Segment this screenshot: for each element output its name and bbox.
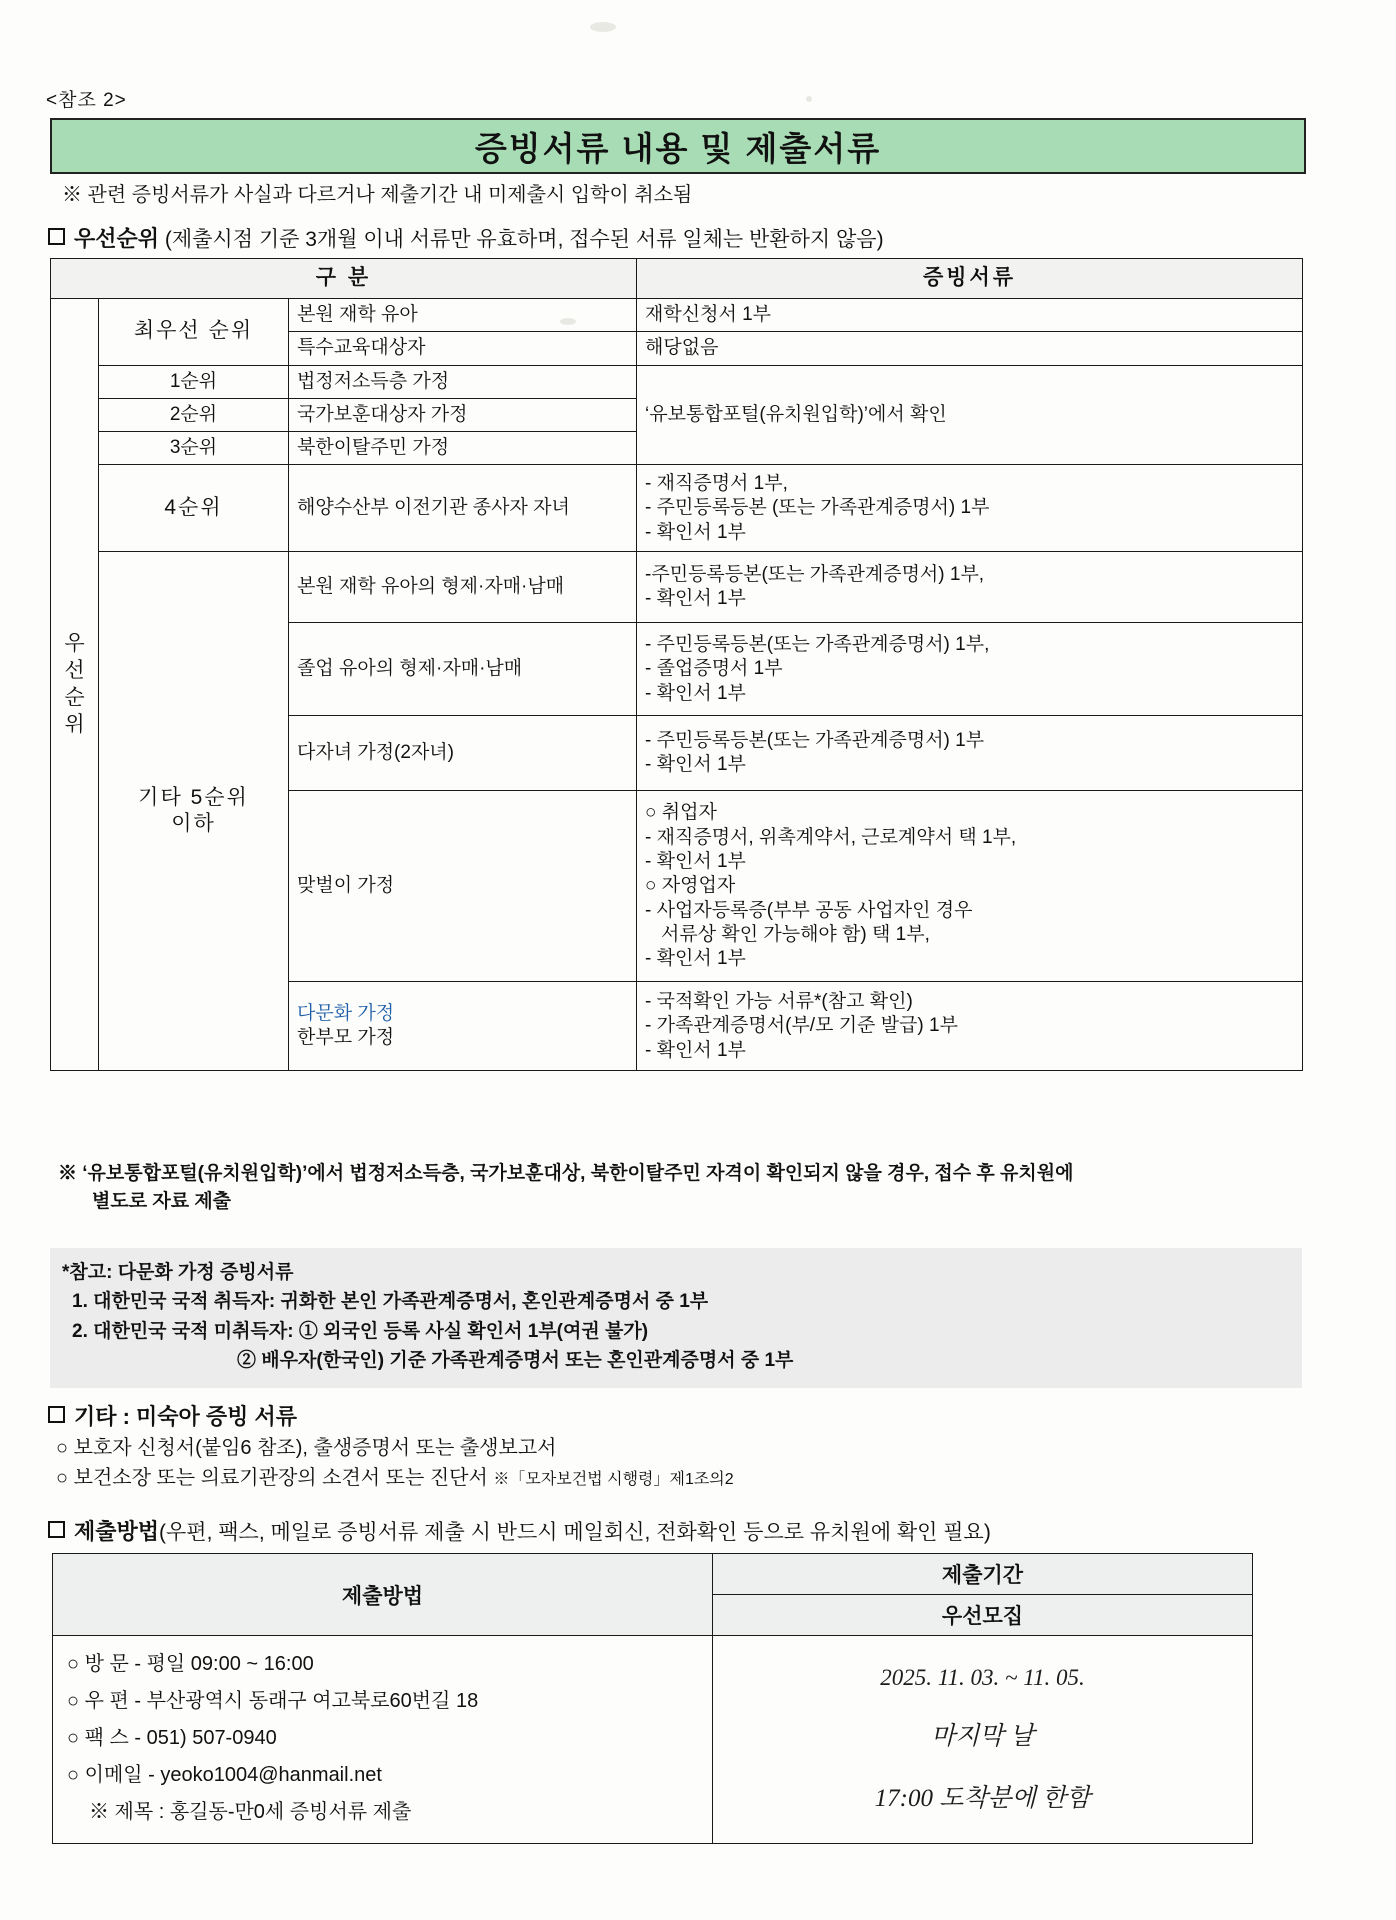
document-line: - 확인서 1부 — [645, 521, 746, 543]
documents-cell: ‘유보통합포털(유치원입학)’에서 확인 — [637, 365, 1303, 465]
period-line-lastday: 마지막 날 — [931, 1723, 1034, 1751]
reference-item-1: 1. 대한민국 국적 취득자: 귀화한 본인 가족관계증명서, 혼인관계증명서 중 1부 — [72, 1291, 709, 1313]
target-label: 북한이탈주민 가정 — [289, 432, 637, 465]
table-row — [51, 365, 1303, 398]
document-line: - 재직증명서 1부, — [645, 472, 788, 494]
rank-label: 기타 5순위 이하 — [99, 552, 289, 1071]
submit-period-cell — [713, 1636, 1253, 1844]
table-header-row — [51, 259, 1303, 299]
document-line: - 주민등록등본(또는 가족관계증명서) 1부, — [645, 633, 990, 655]
document-title-banner — [50, 118, 1306, 174]
other-line-1: ○ 보호자 신청서(붙임6 참조), 출생증명서 또는 출생보고서 — [56, 1437, 557, 1459]
submit-methods-cell — [53, 1636, 713, 1844]
target-label: 국가보훈대상자 가정 — [289, 398, 637, 431]
documents-cell — [637, 552, 1303, 623]
rank-label: 4순위 — [99, 465, 289, 552]
reference-tag: <참조 2> — [46, 90, 127, 111]
period-line-deadline: 17:00 도착분에 한함 — [874, 1784, 1091, 1812]
table-row — [53, 1636, 1253, 1844]
documents-cell — [637, 982, 1303, 1071]
col-header-period: 제출기간 — [713, 1554, 1253, 1595]
document-line: ○ 취업자 — [645, 802, 717, 824]
method-line: ○ 방 문 - 평일 09:00 ~ 16:00 — [67, 1653, 314, 1675]
target-label: 다자녀 가정(2자녀) — [289, 716, 637, 791]
submit-section-heading — [48, 1515, 991, 1546]
other-documents-section — [48, 1400, 734, 1493]
target-label: 맞벌이 가정 — [289, 791, 637, 982]
target-label-multicultural: 다문화 가정 — [297, 1003, 395, 1025]
document-line: 서류상 확인 가능해야 함) 택 1부, — [661, 923, 930, 945]
document-title: 증빙서류 내용 및 제출서류 — [474, 129, 882, 167]
document-line: - 졸업증명서 1부 — [645, 658, 783, 680]
target-label: 해양수산부 이전기관 종사자 자녀 — [289, 465, 637, 552]
col-header-division: 구 분 — [51, 259, 637, 299]
table-header-row — [53, 1554, 1253, 1595]
document-line: - 주민등록등본(또는 가족관계증명서) 1부 — [645, 730, 985, 752]
rank-label: 1순위 — [99, 365, 289, 398]
document-line: - 국적확인 가능 서류*(참고 확인) — [645, 990, 913, 1012]
submit-table — [52, 1553, 1253, 1844]
checkbox-square-icon — [48, 228, 65, 245]
method-line: ○ 이메일 - yeoko1004@hanmail.net — [67, 1764, 382, 1786]
document-line: - 확인서 1부 — [645, 682, 746, 704]
checkbox-square-icon — [48, 1406, 65, 1423]
document-line: - 확인서 1부 — [645, 1039, 746, 1061]
target-label: 졸업 유아의 형제·자매·남매 — [289, 623, 637, 716]
table-row — [51, 552, 1303, 623]
priority-heading-label: 우선순위 — [74, 226, 160, 251]
checkbox-square-icon — [48, 1521, 65, 1538]
multicultural-reference-box — [50, 1248, 1302, 1388]
reference-item-2-sub: ② 배우자(한국인) 기준 가족관계증명서 또는 혼인관계증명서 중 1부 — [237, 1350, 794, 1372]
priority-heading-note: (제출시점 기준 3개월 이내 서류만 유효하며, 접수된 서류 일체는 반환하지 않음) — [164, 228, 884, 251]
group-label-priority: 우선 순위 — [51, 298, 99, 1071]
document-line: - 재직증명서, 위촉계약서, 근로계약서 택 1부, — [645, 826, 1017, 848]
target-label: 본원 재학 유아 — [289, 298, 637, 331]
target-label: 본원 재학 유아의 형제·자매·남매 — [289, 552, 637, 623]
target-label: 법정저소득층 가정 — [289, 365, 637, 398]
col-header-documents: 증빙서류 — [637, 259, 1303, 299]
documents-cell — [637, 465, 1303, 552]
period-line-dates: 2025. 11. 03. ~ 11. 05. — [880, 1665, 1085, 1691]
top-note: ※ 관련 증빙서류가 사실과 다르거나 제출기간 내 미제출시 입학이 취소됨 — [62, 184, 693, 206]
footnote-line-2: 별도로 자료 제출 — [92, 1190, 232, 1212]
target-label — [289, 982, 637, 1071]
reference-title: *참고: 다문화 가정 증빙서류 — [62, 1262, 294, 1283]
documents-cell: 재학신청서 1부 — [637, 298, 1303, 331]
document-line: - 확인서 1부 — [645, 588, 746, 610]
reference-item-2: 2. 대한민국 국적 미취득자: ① 외국인 등록 사실 확인서 1부(여권 불가) — [72, 1320, 649, 1342]
col-header-priority-recruit: 우선모집 — [713, 1595, 1253, 1636]
document-line: - 가족관계증명서(부/모 기준 발급) 1부 — [645, 1015, 958, 1037]
documents-cell — [637, 623, 1303, 716]
rank-label: 최우선 순위 — [99, 298, 289, 365]
documents-cell — [637, 716, 1303, 791]
document-line: - 확인서 1부 — [645, 948, 746, 970]
method-line-subject: ※ 제목 : 홍길동-만0세 증빙서류 제출 — [89, 1801, 412, 1823]
table-row — [51, 298, 1303, 331]
footnote-line-1: ※ ‘유보통합포털(유치원입학)’에서 법정저소득층, 국가보훈대상, 북한이탈주민 자격이 확인되지 않을 경우, 접수 후 유치원에 — [58, 1163, 1074, 1184]
document-line: - 확인서 1부 — [645, 754, 746, 776]
priority-footnote — [58, 1160, 1308, 1215]
other-line-2-note: ※「모자보건법 시행령」제1조의2 — [493, 1471, 734, 1488]
other-heading-label: 기타 : 미숙아 증빙 서류 — [74, 1404, 298, 1429]
submit-heading-note: (우편, 팩스, 메일로 증빙서류 제출 시 반드시 메일회신, 전화확인 등으로 유치원에 확인 필요) — [159, 1521, 991, 1544]
other-line-2-main: ○ 보건소장 또는 의료기관장의 소견서 또는 진단서 — [56, 1467, 488, 1489]
method-line: ○ 우 편 - 부산광역시 동래구 여고북로60번길 18 — [67, 1690, 479, 1712]
priority-table — [50, 258, 1303, 1071]
other-line-2 — [48, 1463, 734, 1493]
documents-cell: 해당없음 — [637, 332, 1303, 365]
method-line: ○ 팩 스 - 051) 507-0940 — [67, 1727, 277, 1749]
target-label: 특수교육대상자 — [289, 332, 637, 365]
document-line: - 확인서 1부 — [645, 850, 746, 872]
document-line: -주민등록등본(또는 가족관계증명서) 1부, — [645, 564, 985, 586]
priority-section-heading — [48, 222, 884, 253]
submit-heading-label: 제출방법 — [74, 1519, 160, 1544]
other-heading — [48, 1400, 734, 1433]
rank-label: 2순위 — [99, 398, 289, 431]
document-line: ○ 자영업자 — [645, 875, 736, 897]
target-label-single-parent: 한부모 가정 — [297, 1027, 395, 1049]
table-row — [51, 465, 1303, 552]
document-line: - 사업자등록증(부부 공동 사업자인 경우 — [645, 899, 973, 921]
documents-cell — [637, 791, 1303, 982]
col-header-method: 제출방법 — [53, 1554, 713, 1636]
document-line: - 주민등록등본 (또는 가족관계증명서) 1부 — [645, 497, 990, 519]
rank-label: 3순위 — [99, 432, 289, 465]
